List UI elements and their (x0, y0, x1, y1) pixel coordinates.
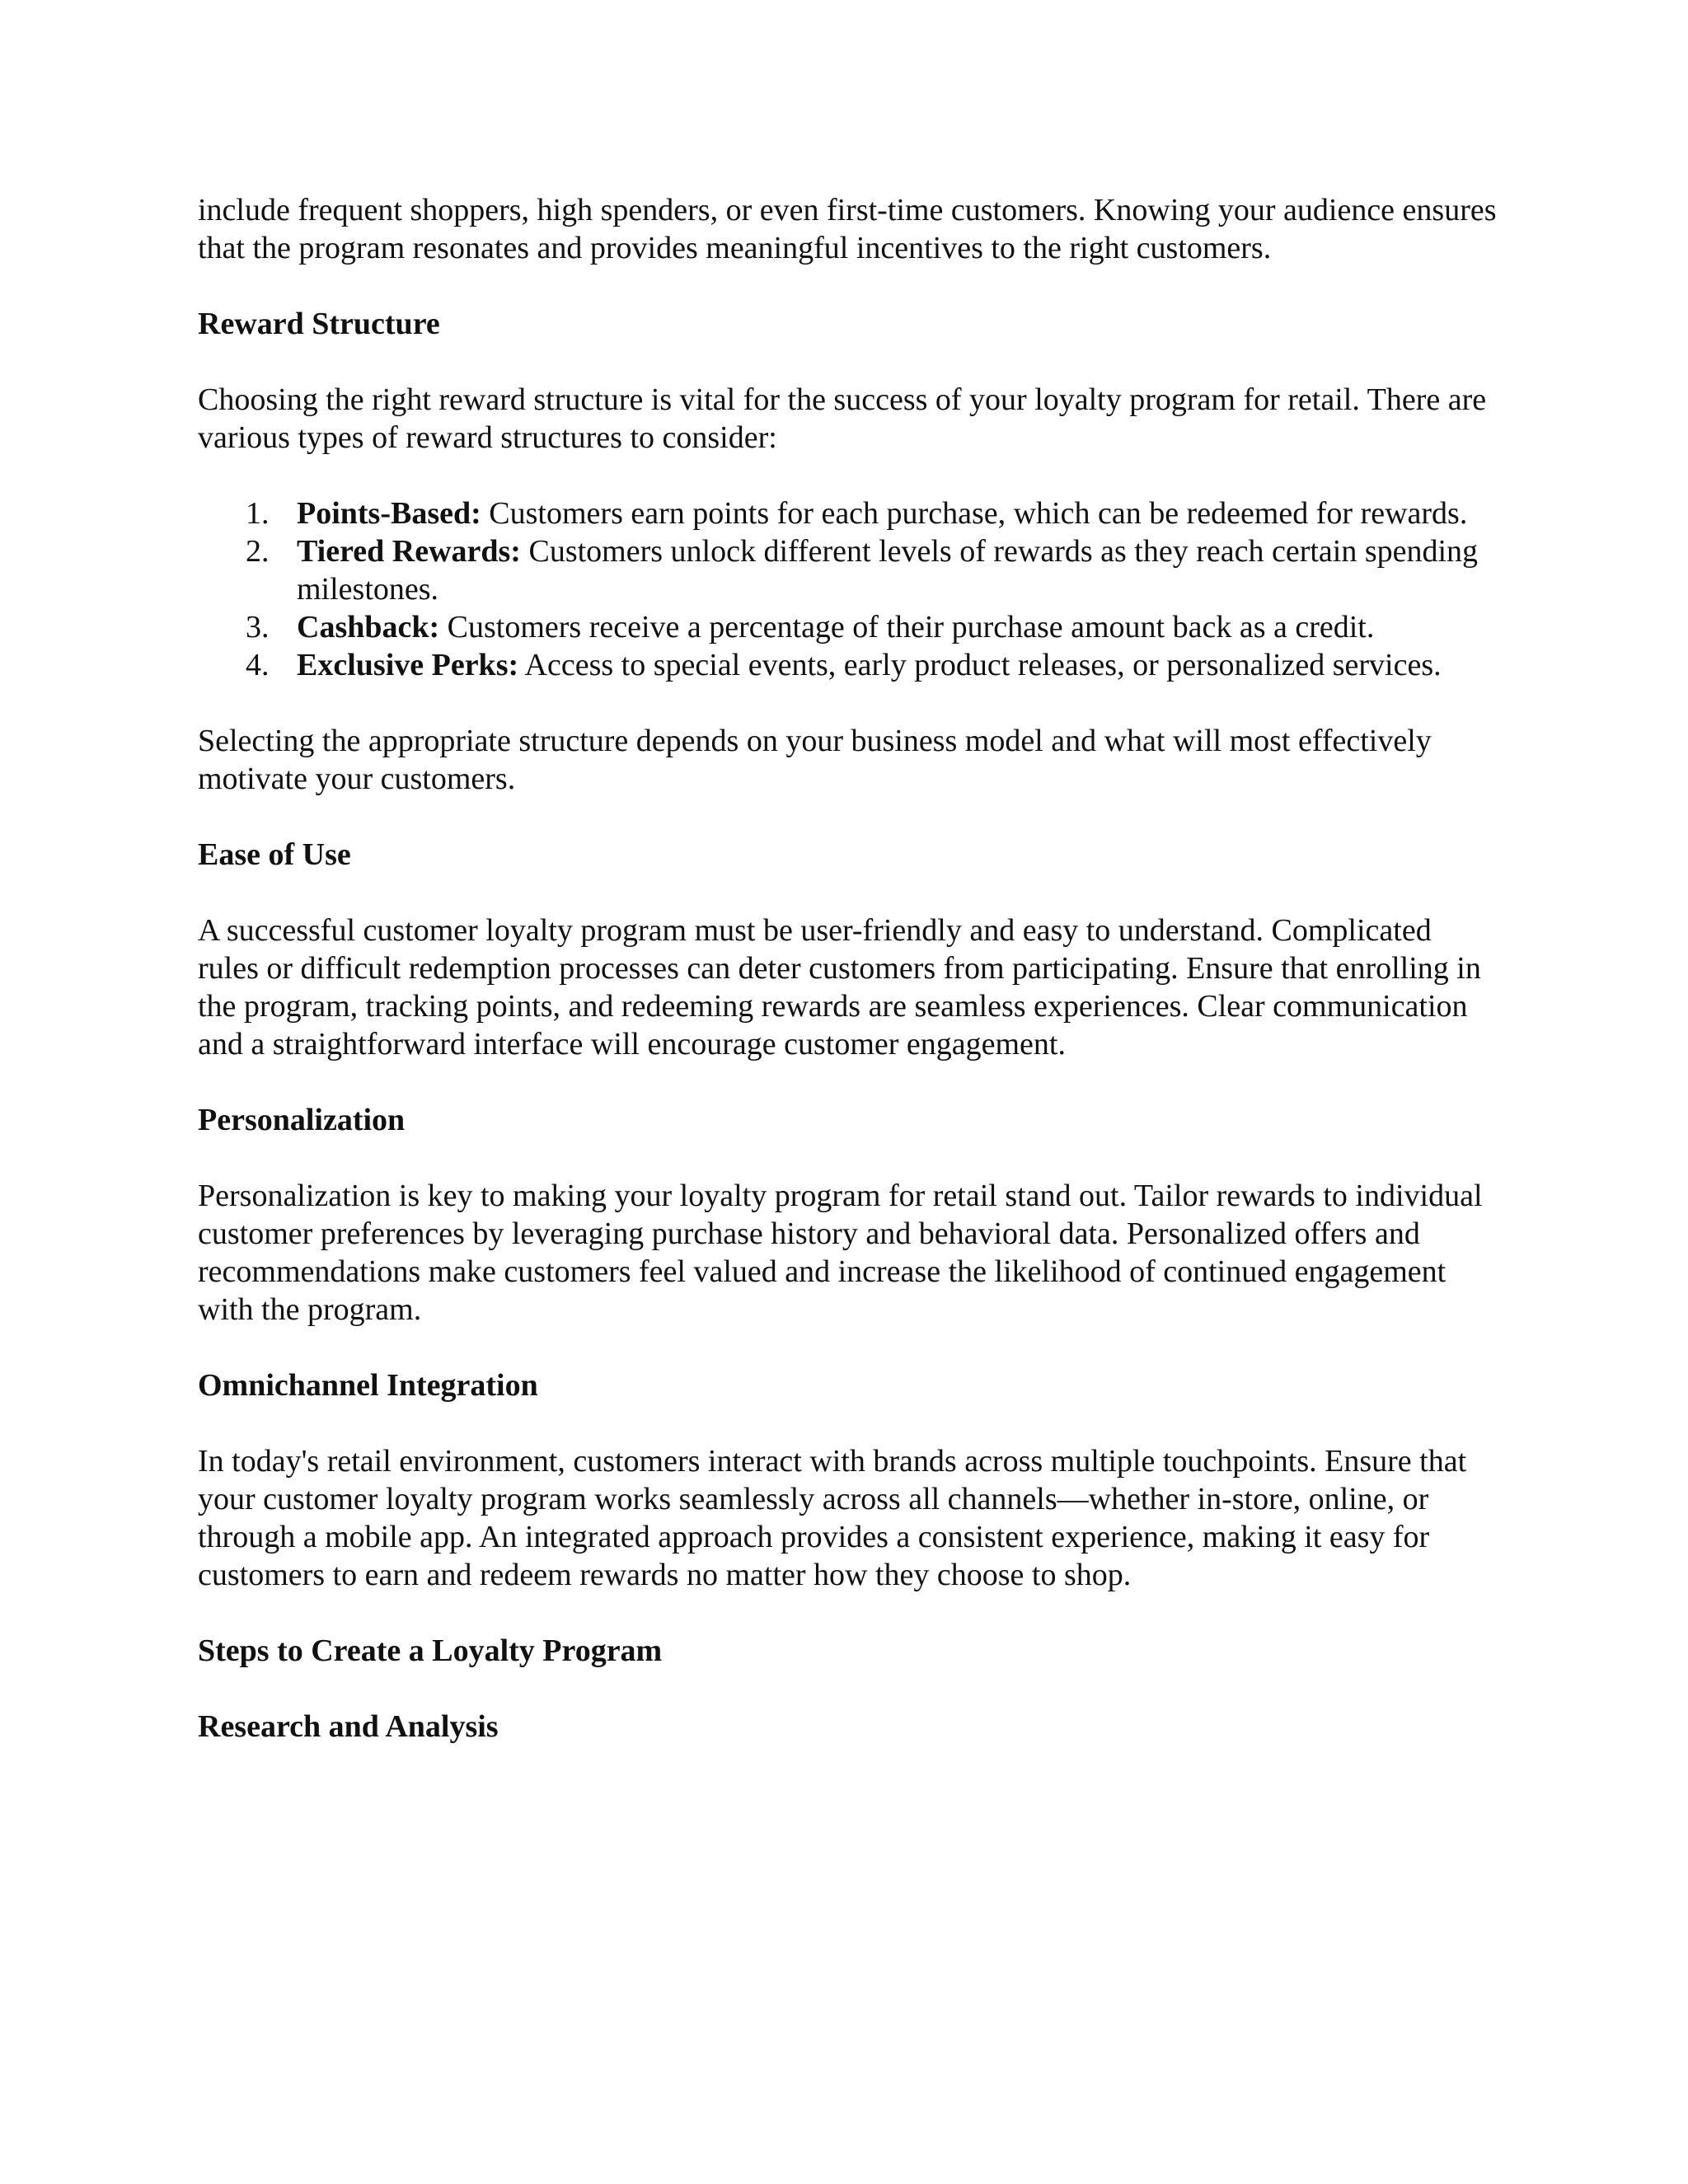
steps-heading: Steps to Create a Loyalty Program (198, 1633, 663, 1668)
list-item-number: 3. (246, 610, 270, 644)
list-item-number: 2. (246, 534, 270, 569)
list-item (198, 646, 1500, 684)
list-item-text: Customers receive a percentage of their purchase amount back as a credit. (439, 610, 1375, 644)
document-body (198, 191, 1500, 1783)
ease-of-use-heading: Ease of Use (198, 837, 351, 872)
list-item-text: Customers unlock different levels of rewards as they reach certain spending milestones. (297, 534, 1479, 607)
personalization-heading: Personalization (198, 1103, 406, 1137)
list-item-number: 1. (246, 496, 270, 531)
list-item-number: 4. (246, 648, 270, 682)
reward-structure-conclusion: Selecting the appropriate structure depends on your business model and what will most effectively motivate your customers. (198, 724, 1432, 796)
list-item-text: Customers earn points for each purchase, which can be redeemed for rewards. (481, 496, 1468, 531)
list-item-term: Tiered Rewards: (297, 534, 521, 569)
omnichannel-body: In today's retail environment, customers interact with brands across multiple touchpoints. Ensure that your customer loyalty program works seamlessly across all channels—whether in-store, online, or through a mobile app. An integrated approach provides a consistent experience, making it easy for customers to earn and redeem rewards no matter how they choose to shop. (198, 1444, 1467, 1592)
reward-structure-intro: Choosing the right reward structure is vital for the success of your loyalty program for retail. There are various types of reward structures to consider: (198, 382, 1487, 455)
personalization-body: Personalization is key to making your loyalty program for retail stand out. Tailor rewards to individual customer preferences by leveraging purchase history and behavioral data. Personalized offers and recommendations make customers feel valued and increase the likelihood of continued engagement with the program. (198, 1179, 1483, 1327)
list-item-term: Exclusive Perks: (297, 648, 519, 682)
list-item-term: Points-Based: (297, 496, 481, 531)
reward-types-list (198, 494, 1500, 684)
omnichannel-heading: Omnichannel Integration (198, 1368, 538, 1403)
list-item-term: Cashback: (297, 610, 440, 644)
intro-paragraph: include frequent shoppers, high spenders, or even first-time customers. Knowing your audience ensures that the program resonates and provides meaningful incentives to the right customers. (198, 193, 1497, 265)
list-item (198, 494, 1500, 532)
research-heading: Research and Analysis (198, 1709, 499, 1744)
reward-structure-heading: Reward Structure (198, 307, 440, 341)
list-item (198, 532, 1500, 608)
list-item (198, 608, 1500, 646)
list-item-text: Access to special events, early product releases, or personalized services. (518, 648, 1442, 682)
ease-of-use-body: A successful customer loyalty program must be user-friendly and easy to understand. Complicated rules or difficult redemption processes can deter customers from participating. Ensure that enrolling in the program, tracking points, and redeeming rewards are seamless experiences. Clear communication and a straightforward interface will encourage customer engagement. (198, 913, 1481, 1062)
